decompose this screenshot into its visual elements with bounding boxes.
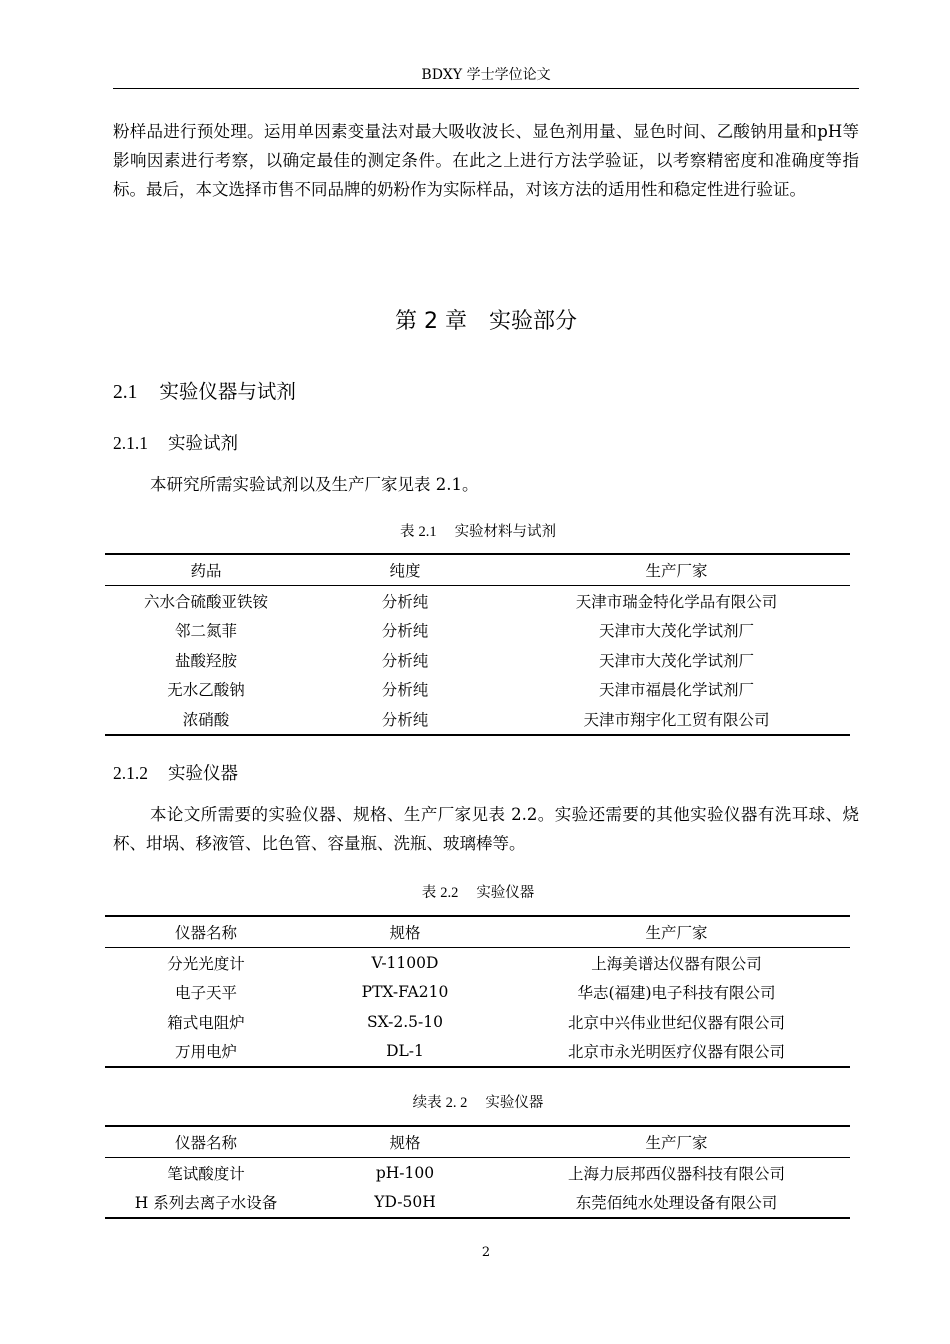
reagents-table <box>105 553 850 736</box>
instruments-table <box>105 915 850 1068</box>
table-row <box>105 1188 850 1219</box>
table-cell: 天津市瑞金特化学品有限公司 <box>575 592 778 611</box>
column-header: 规格 <box>307 1126 503 1158</box>
table-cell: 天津市大茂化学试剂厂 <box>598 622 754 641</box>
instruments-paragraph: 本论文所需要的实验仪器、规格、生产厂家见表 2.2。实验还需要的其他实验仪器有洗耳球、烧杯、坩埚、移液管、比色管、容量瓶、洗瓶、玻璃棒等。 <box>113 805 859 853</box>
chapter-title: 第 2 章 实验部分 <box>395 309 577 334</box>
table-cell: PTX-FA210 <box>361 983 449 1002</box>
table-cell: SX-2.5-10 <box>367 1012 443 1031</box>
header-divider <box>113 88 859 89</box>
table-cell: 盐酸羟胺 <box>174 651 237 670</box>
table-caption-1 <box>105 522 851 542</box>
table-caption-3 <box>105 1093 851 1113</box>
section-number: 2.1.1 <box>113 433 148 453</box>
table-cell: 天津市福晨化学试剂厂 <box>598 681 754 700</box>
table-row <box>105 616 850 646</box>
section-number: 2.1 <box>113 382 138 403</box>
table-cell: 分析纯 <box>381 622 429 641</box>
table-cell: 华志(福建)电子科技有限公司 <box>577 984 776 1003</box>
table-cell: 北京市永光明医疗仪器有限公司 <box>503 1037 850 1068</box>
caption-title: 实验仪器 <box>485 1095 544 1111</box>
page-number: 2 <box>481 1245 491 1260</box>
table-row <box>105 1007 850 1037</box>
reagents-paragraph: 本研究所需实验试剂以及生产厂家见表 2.1。 <box>150 475 479 494</box>
table-cell: DL-1 <box>307 1037 503 1068</box>
table-cell: 笔试酸度计 <box>167 1164 245 1183</box>
table-cell: 无水乙酸钠 <box>167 681 245 700</box>
caption-prefix: 表 <box>399 524 415 540</box>
column-header: 纯度 <box>307 554 503 586</box>
running-header: BDXY 学士学位论文 <box>421 67 551 83</box>
table-row <box>105 978 850 1008</box>
column-header: 仪器名称 <box>105 1126 307 1158</box>
section-heading-2-1-1 <box>113 430 238 457</box>
caption-number: 2. 2 <box>445 1095 468 1111</box>
table-cell: 浓硝酸 <box>105 704 307 735</box>
column-header: 生产厂家 <box>503 554 850 586</box>
table-header-row <box>105 554 850 586</box>
table-cell: V-1100D <box>371 953 439 972</box>
table-cell: 分析纯 <box>307 704 503 735</box>
section-heading-2-1 <box>113 378 296 407</box>
column-header: 生产厂家 <box>503 916 850 948</box>
table-row <box>105 586 850 616</box>
table-row <box>105 704 850 735</box>
caption-prefix: 表 <box>421 885 437 901</box>
section-title: 实验仪器 <box>168 764 238 784</box>
caption-number: 2.1 <box>418 524 437 540</box>
table-cell: 天津市大茂化学试剂厂 <box>598 651 754 670</box>
table-cell: 万用电炉 <box>105 1037 307 1068</box>
table-cell: 上海美谱达仪器有限公司 <box>591 954 762 973</box>
table-cell: 分光光度计 <box>167 954 245 973</box>
caption-number: 2.2 <box>440 885 459 901</box>
table-caption-2 <box>105 883 851 903</box>
caption-title: 实验材料与试剂 <box>454 524 557 540</box>
column-header: 仪器名称 <box>105 916 307 948</box>
table-cell: H 系列去离子水设备 <box>105 1188 307 1219</box>
table-cell: 分析纯 <box>381 681 429 700</box>
caption-title: 实验仪器 <box>476 885 535 901</box>
table-row <box>105 645 850 675</box>
section-title: 实验仪器与试剂 <box>159 380 296 403</box>
instruments-table-continued <box>105 1125 850 1219</box>
table-row <box>105 948 850 978</box>
table-cell: 上海力辰邦西仪器科技有限公司 <box>567 1164 785 1183</box>
table-row <box>105 1158 850 1188</box>
table-row <box>105 1037 850 1068</box>
table-cell: 东莞佰纯水处理设备有限公司 <box>503 1188 850 1219</box>
column-header: 规格 <box>307 916 503 948</box>
table-row <box>105 675 850 705</box>
table-cell: 分析纯 <box>381 592 429 611</box>
section-number: 2.1.2 <box>113 763 148 783</box>
table-cell: 六水合硫酸亚铁铵 <box>143 592 268 611</box>
table-cell: 分析纯 <box>381 651 429 670</box>
column-header: 药品 <box>105 554 307 586</box>
table-cell: YD-50H <box>307 1188 503 1219</box>
table-cell: 电子天平 <box>174 984 237 1003</box>
table-cell: pH-100 <box>375 1163 435 1182</box>
table-cell: 北京中兴伟业世纪仪器有限公司 <box>567 1013 785 1032</box>
table-header-row <box>105 916 850 948</box>
table-cell: 天津市翔宇化工贸有限公司 <box>503 704 850 735</box>
column-header: 生产厂家 <box>503 1126 850 1158</box>
table-cell: 箱式电阻炉 <box>167 1013 245 1032</box>
table-header-row <box>105 1126 850 1158</box>
section-heading-2-1-2 <box>113 760 238 787</box>
caption-prefix: 续表 <box>412 1095 442 1111</box>
intro-paragraph: 粉样品进行预处理。运用单因素变量法对最大吸收波长、显色剂用量、显色时间、乙酸钠用量和pH等影响因素进行考察，以确定最佳的测定条件。在此之上进行方法学验证，以考察精密度和准确度等指标。最后，本文选择市售不同品牌的奶粉作为实际样品，对该方法的适用性和稳定性进行验证。 <box>113 122 859 199</box>
section-title: 实验试剂 <box>168 434 238 454</box>
table-cell: 邻二氮菲 <box>174 622 237 641</box>
